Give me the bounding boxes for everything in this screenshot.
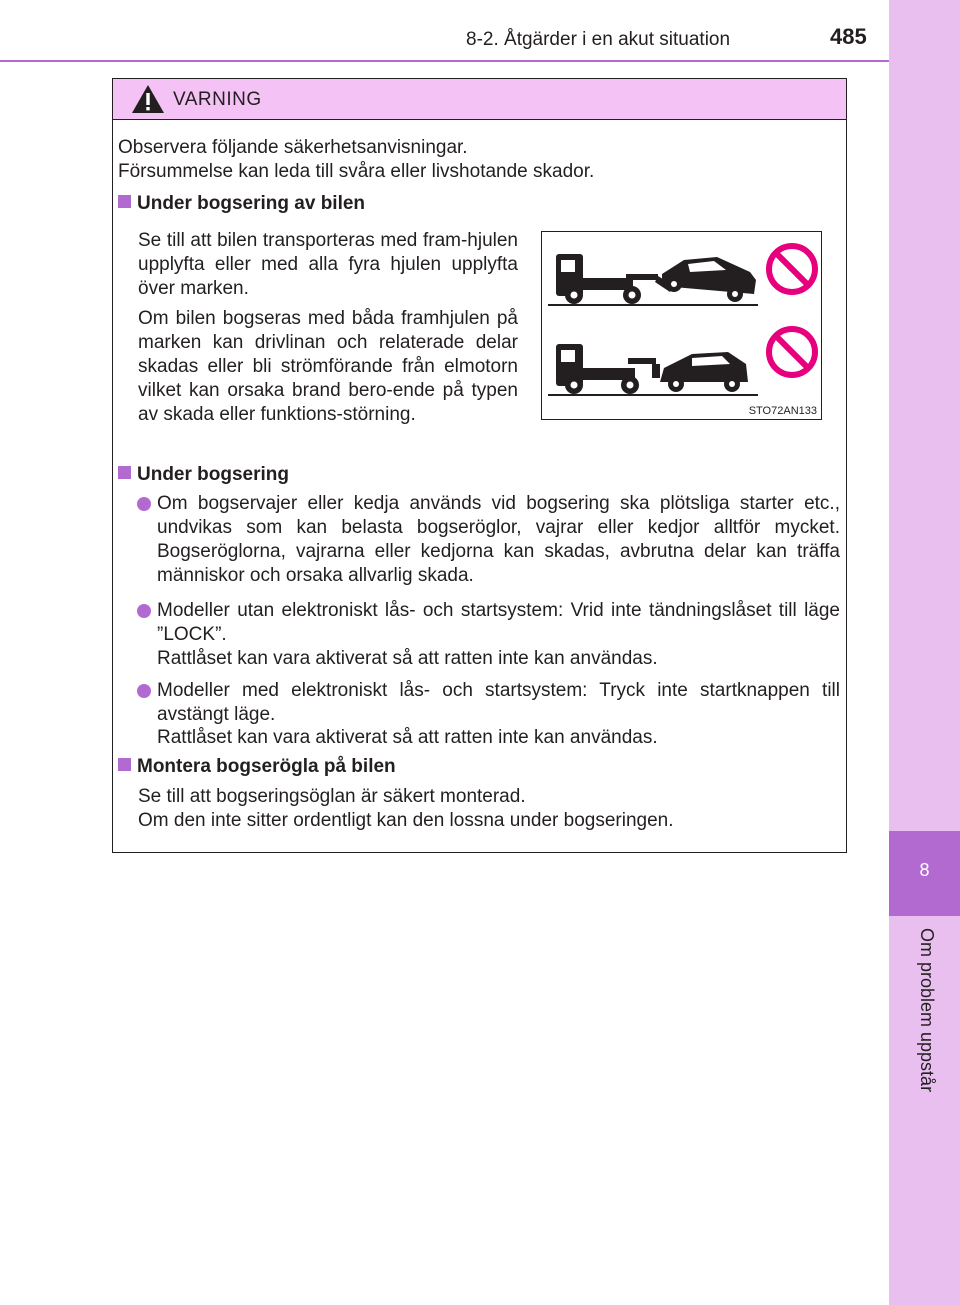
page-number: 485	[830, 24, 867, 49]
intro-line-1: Observera följande säkerhetsanvisningar.	[118, 137, 468, 158]
towing-bullet-3: Modeller med elektroniskt lås- och startsystem: Tryck inte startknappen till avstängt läge.	[157, 680, 840, 725]
towing-car-para-1: Se till att bilen transporteras med fram-hjulen upplyfta eller med alla fyra hjulen upplyfta över marken.	[138, 230, 518, 299]
square-bullet-icon	[118, 195, 131, 208]
towing-bullet-2-note: Rattlåset kan vara aktiverat så att ratten inte kan användas.	[157, 648, 658, 669]
prohibition-icon	[769, 246, 815, 292]
tow-eyelet-line-2: Om den inte sitter ordentligt kan den lossna under bogseringen.	[138, 810, 674, 831]
chapter-number-box	[889, 831, 960, 916]
warning-triangle-icon	[131, 84, 165, 114]
section-title: 8-2. Åtgärder i en akut situation	[466, 29, 731, 50]
warning-intro	[118, 136, 838, 184]
round-bullet-icon	[137, 497, 151, 511]
chapter-title: Om problem uppstår	[917, 928, 937, 1093]
chapter-sidebar	[889, 0, 960, 1305]
towing-illustration	[541, 231, 822, 420]
chapter-number: 8	[919, 860, 930, 880]
warning-title: VARNING	[173, 89, 262, 110]
warning-box	[112, 78, 847, 853]
tow-truck-figure	[542, 232, 821, 419]
section-heading-towing-car: Under bogsering av bilen	[118, 193, 365, 215]
warning-header	[113, 79, 846, 120]
section-heading-tow-eyelet: Montera bogserögla på bilen	[118, 756, 396, 778]
towing-bullet-2: Modeller utan elektroniskt lås- och startsystem: Vrid inte tändningslåset till läge ”LOCK”.	[157, 600, 840, 645]
towing-car-para-2: Om bilen bogseras med båda framhjulen på marken kan drivlinan och relaterade delar skadas eller bli strömförande från elmotorn vilket kan orsaka brand bero-ende på typen av skada eller funktions-störning.	[138, 308, 518, 425]
square-bullet-icon	[118, 466, 131, 479]
towing-bullet-3-note: Rattlåset kan vara aktiverat så att ratten inte kan användas.	[157, 727, 658, 748]
figure-code: STO72AN133	[748, 405, 817, 417]
intro-line-2: Försummelse kan leda till svåra eller livshotande skador.	[118, 161, 595, 182]
square-bullet-icon	[118, 758, 131, 771]
towing-bullet-1: Om bogservajer eller kedja används vid bogsering ska plötsliga starter etc., undvikas som kan belasta bogseröglor, vajrar eller kedjor alltför mycket. Bogseröglorna, vajrarna eller kedjorna kan skadas, avbrutna delar kan träffa människor och orsaka allvarlig skada.	[157, 493, 840, 586]
header-divider	[0, 60, 889, 62]
section-heading-during-towing: Under bogsering	[118, 464, 289, 486]
tow-eyelet-text	[138, 785, 838, 833]
round-bullet-icon	[137, 604, 151, 618]
round-bullet-icon	[137, 684, 151, 698]
tow-eyelet-line-1: Se till att bogseringsöglan är säkert monterad.	[138, 786, 526, 807]
